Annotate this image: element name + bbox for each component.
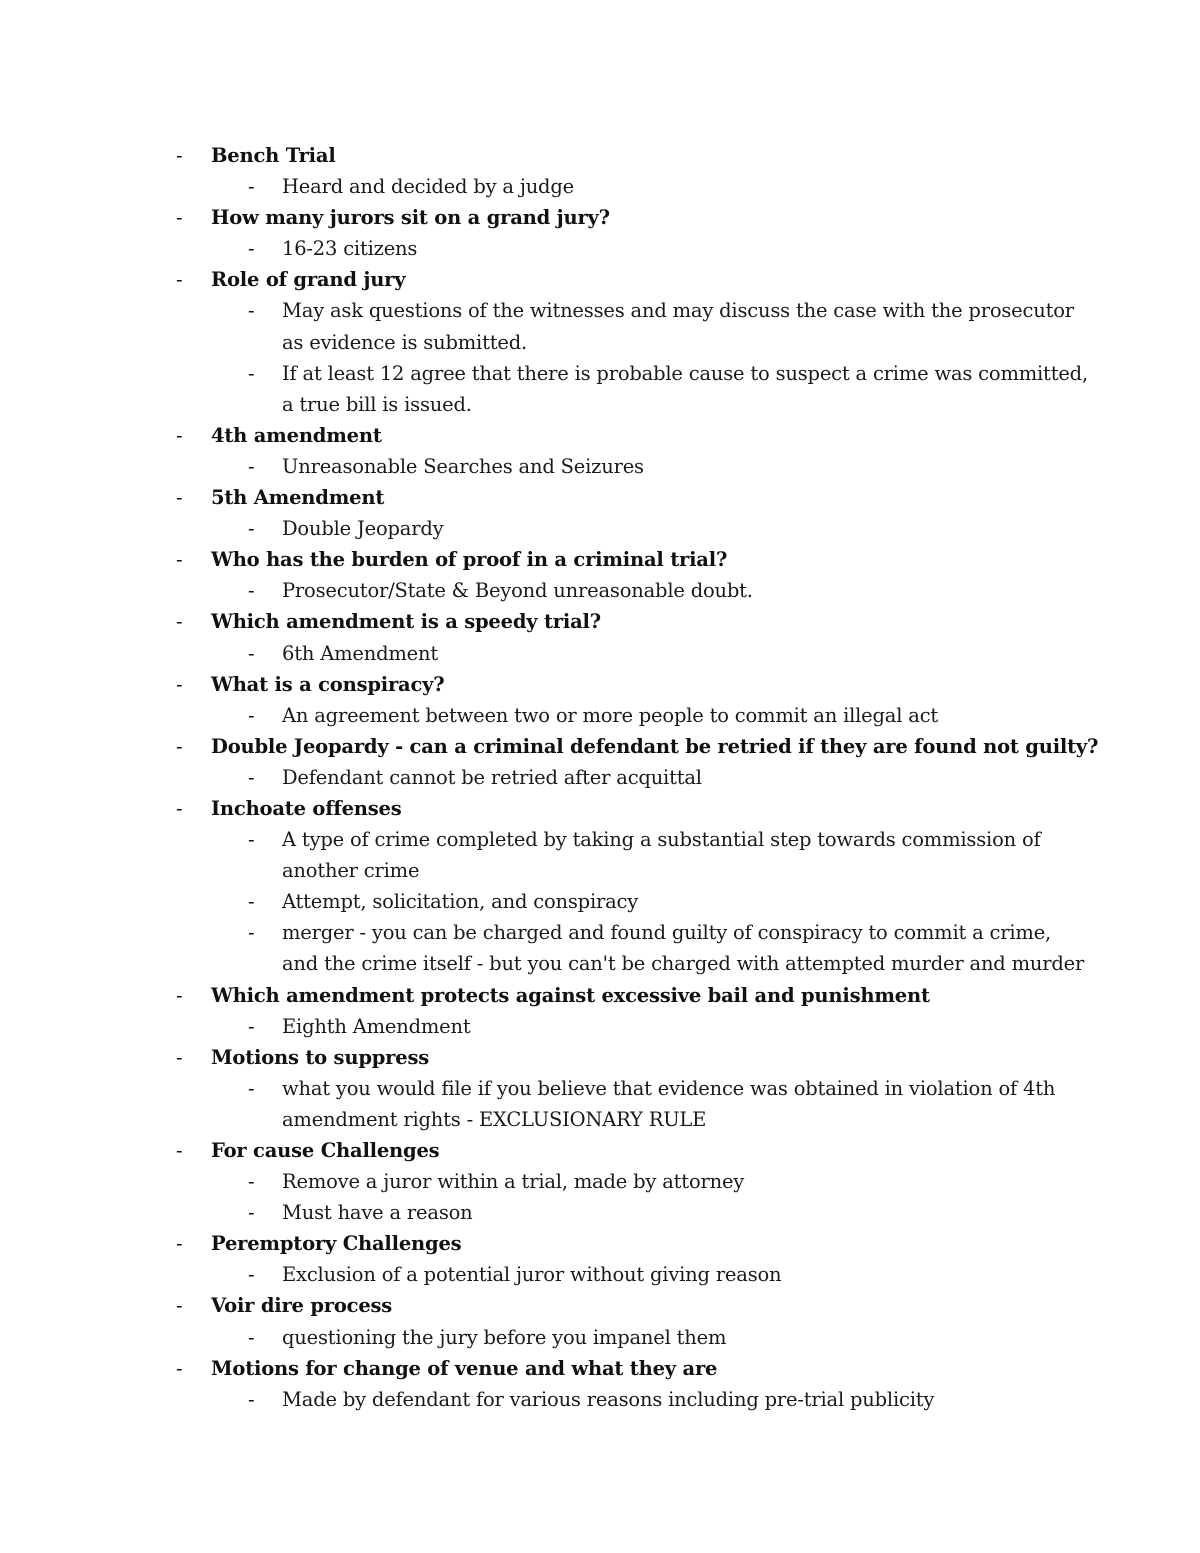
answer-text: Made by defendant for various reasons including pre-trial publicity	[282, 1387, 935, 1411]
bullet-dash: -	[248, 828, 255, 852]
bullet-dash: -	[176, 1356, 183, 1380]
sub-item-continuation	[0, 855, 1200, 886]
outline-item	[0, 420, 1200, 451]
bullet-dash: -	[176, 796, 183, 820]
bullet-dash: -	[248, 765, 255, 789]
answer-text: questioning the jury before you impanel them	[282, 1325, 727, 1349]
bullet-dash: -	[248, 1387, 255, 1411]
answer-text: merger - you can be charged and found guilty of conspiracy to commit a crime,	[282, 921, 1052, 945]
answer-text: and the crime itself - but you can't be charged with attempted murder and murder	[282, 952, 1085, 976]
outline-item	[0, 980, 1200, 1011]
bullet-dash: -	[176, 548, 183, 572]
outline-item	[0, 140, 1200, 171]
sub-item	[0, 1197, 1200, 1228]
outline-item	[0, 1042, 1200, 1073]
sub-item-continuation	[0, 948, 1200, 979]
bullet-dash: -	[248, 361, 255, 385]
bullet-dash: -	[176, 206, 183, 230]
bullet-dash: -	[176, 268, 183, 292]
answer-text: If at least 12 agree that there is probable cause to suspect a crime was committed,	[282, 361, 1088, 385]
question-heading: Motions for change of venue and what they are	[211, 1356, 718, 1380]
answer-text: 16-23 citizens	[282, 237, 418, 261]
bullet-dash: -	[248, 1201, 255, 1225]
bullet-dash: -	[248, 1170, 255, 1194]
answer-text: a true bill is issued.	[282, 392, 472, 416]
bullet-dash: -	[248, 641, 255, 665]
bullet-dash: -	[248, 1263, 255, 1287]
outline-item	[0, 606, 1200, 637]
answer-text: as evidence is submitted.	[282, 330, 527, 354]
study-notes-list	[0, 140, 1200, 1415]
bullet-dash: -	[248, 703, 255, 727]
sub-item	[0, 1322, 1200, 1353]
outline-item	[0, 1135, 1200, 1166]
bullet-dash: -	[176, 1045, 183, 1069]
sub-item	[0, 917, 1200, 948]
sub-item	[0, 171, 1200, 202]
bullet-dash: -	[248, 579, 255, 603]
question-heading: For cause Challenges	[211, 1139, 440, 1162]
sub-item-continuation	[0, 327, 1200, 358]
bullet-dash: -	[176, 486, 183, 510]
sub-item	[0, 233, 1200, 264]
outline-item	[0, 731, 1200, 762]
sub-item	[0, 1166, 1200, 1197]
question-heading: Voir dire process	[211, 1294, 393, 1318]
answer-text: Defendant cannot be retried after acquittal	[282, 765, 702, 789]
sub-item	[0, 700, 1200, 731]
sub-item-continuation	[0, 1104, 1200, 1135]
answer-text: Exclusion of a potential juror without giving reason	[282, 1263, 782, 1287]
answer-text: May ask questions of the witnesses and may discuss the case with the prosecutor	[282, 299, 1074, 323]
outline-item	[0, 669, 1200, 700]
question-heading: Motions to suppress	[211, 1045, 430, 1069]
bullet-dash: -	[248, 237, 255, 261]
bullet-dash: -	[248, 454, 255, 478]
answer-text: 6th Amendment	[282, 641, 438, 665]
bullet-dash: -	[248, 1325, 255, 1349]
answer-text: Remove a juror within a trial, made by attorney	[282, 1170, 745, 1194]
sub-item	[0, 358, 1200, 389]
outline-item	[0, 793, 1200, 824]
bullet-dash: -	[176, 983, 183, 1007]
outline-item	[0, 264, 1200, 295]
bullet-dash: -	[176, 1232, 183, 1256]
bullet-dash: -	[176, 672, 183, 696]
answer-text: Prosecutor/State & Beyond unreasonable doubt.	[282, 579, 753, 603]
outline-item	[0, 482, 1200, 513]
answer-text: Heard and decided by a judge	[282, 175, 574, 199]
answer-text: another crime	[282, 859, 420, 883]
outline-item	[0, 544, 1200, 575]
question-heading: Which amendment is a speedy trial?	[211, 610, 601, 634]
question-heading: Which amendment protects against excessive bail and punishment	[211, 983, 930, 1007]
bullet-dash: -	[176, 734, 183, 758]
outline-item	[0, 1353, 1200, 1384]
bullet-dash: -	[248, 890, 255, 914]
question-heading: Inchoate offenses	[211, 796, 402, 820]
bullet-dash: -	[248, 1014, 255, 1038]
sub-item	[0, 762, 1200, 793]
sub-item	[0, 1384, 1200, 1415]
question-heading: What is a conspiracy?	[211, 672, 445, 696]
sub-item	[0, 638, 1200, 669]
question-heading: 4th amendment	[211, 423, 382, 447]
sub-item	[0, 886, 1200, 917]
bullet-dash: -	[176, 610, 183, 634]
bullet-dash: -	[176, 144, 183, 167]
sub-item	[0, 451, 1200, 482]
sub-item	[0, 575, 1200, 606]
answer-text: Eighth Amendment	[282, 1014, 471, 1038]
question-heading: Bench Trial	[211, 144, 336, 167]
bullet-dash: -	[248, 921, 255, 945]
sub-item	[0, 513, 1200, 544]
bullet-dash: -	[248, 175, 255, 199]
bullet-dash: -	[176, 1139, 183, 1162]
answer-text: amendment rights - EXCLUSIONARY RULE	[282, 1107, 707, 1131]
answer-text: Must have a reason	[282, 1201, 473, 1225]
answer-text: A type of crime completed by taking a substantial step towards commission of	[282, 828, 1041, 852]
sub-item	[0, 824, 1200, 855]
answer-text: what you would file if you believe that evidence was obtained in violation of 4th	[282, 1076, 1056, 1100]
bullet-dash: -	[248, 517, 255, 541]
outline-item	[0, 1290, 1200, 1321]
answer-text: Double Jeopardy	[282, 517, 444, 541]
sub-item	[0, 1259, 1200, 1290]
sub-item-continuation	[0, 389, 1200, 420]
question-heading: Peremptory Challenges	[211, 1232, 462, 1256]
outline-item	[0, 202, 1200, 233]
sub-item	[0, 1073, 1200, 1104]
bullet-dash: -	[248, 299, 255, 323]
question-heading: Role of grand jury	[211, 268, 406, 292]
sub-item	[0, 1011, 1200, 1042]
question-heading: 5th Amendment	[211, 486, 385, 510]
question-heading: How many jurors sit on a grand jury?	[211, 206, 610, 230]
outline-item	[0, 1228, 1200, 1259]
bullet-dash: -	[248, 1076, 255, 1100]
answer-text: Unreasonable Searches and Seizures	[282, 454, 644, 478]
question-heading: Double Jeopardy - can a criminal defendant be retried if they are found not guilty?	[211, 734, 1099, 758]
sub-item	[0, 295, 1200, 326]
bullet-dash: -	[176, 1294, 183, 1318]
bullet-dash: -	[176, 423, 183, 447]
answer-text: Attempt, solicitation, and conspiracy	[282, 890, 639, 914]
question-heading: Who has the burden of proof in a criminal trial?	[211, 548, 728, 572]
answer-text: An agreement between two or more people to commit an illegal act	[282, 703, 939, 727]
